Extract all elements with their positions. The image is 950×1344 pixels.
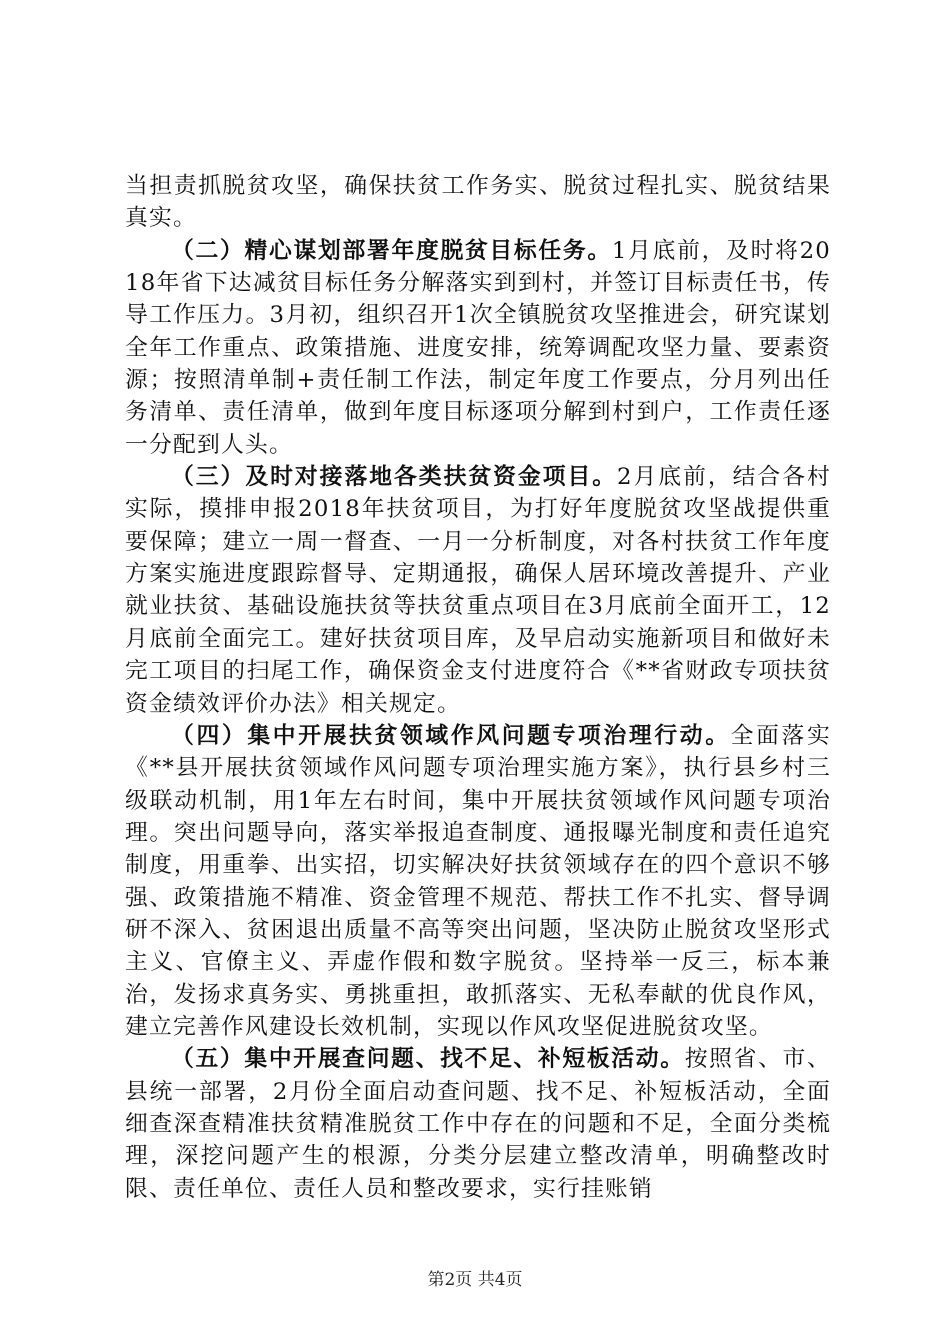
page-footer: [0, 1265, 950, 1290]
paragraph-2: [125, 235, 831, 461]
paragraph-3: [125, 461, 831, 720]
paragraph-5: [125, 1043, 831, 1205]
section-4-heading: （四）集中开展扶贫领域作风问题专项治理行动。: [171, 722, 731, 749]
section-3-heading: （三）及时对接落地各类扶贫资金项目。: [171, 464, 618, 491]
section-2-text: 1月底前，及时将2018年省下达减贫目标任务分解落实到到村，并签订目标责任书，传导工作压力。3月初，组织召开1次全镇脱贫攻坚推进会，研究谋划全年工作重点、政策措施、进度安排，统筹调配攻坚力量、要素资源；按照清单制+责任制工作法，制定年度工作要点，分月列出任务清单、责任清单，做到年度目标逐项分解到村到户，工作责任逐一分配到人头。: [125, 237, 831, 458]
section-5-heading: （五）集中开展查问题、找不足、补短板活动。: [171, 1046, 685, 1073]
section-4-text: 全面落实《**县开展扶贫领域作风问题专项治理实施方案》，执行县乡村三级联动机制，用1年左右时间，集中开展扶贫领域作风问题专项治理。突出问题导向，落实举报追查制度、通报曝光制度和责任追究制度，用重拳、出实招，切实解决好扶贫领域存在的四个意识不够强、政策措施不精准、资金管理不规范、帮扶工作不扎实、督导调研不深入、贫困退出质量不高等突出问题，坚决防止脱贫攻坚形式主义、官僚主义、弄虚作假和数字脱贫。坚持举一反三，标本兼治，发扬求真务实、勇挑重担，敢抓落实、无私奉献的优良作风，建立完善作风建设长效机制，实现以作风攻坚促进脱贫攻坚。: [125, 722, 831, 1040]
document-body: [125, 170, 831, 1205]
page-number-label: 第2页 共4页: [427, 1270, 523, 1290]
paragraph-1: [125, 170, 831, 235]
paragraph-4: [125, 720, 831, 1043]
section-5-text: 按照省、市、县统一部署，2月份全面启动查问题、找不足、补短板活动，全面细查深查精准扶贫精准脱贫工作中存在的问题和不足，全面分类梳理，深挖问题产生的根源，分类分层建立整改清单，明确整改时限、责任单位、责任人员和整改要求，实行挂账销: [125, 1046, 832, 1202]
section-3-text: 2月底前，结合各村实际，摸排申报2018年扶贫项目，为打好年度脱贫攻坚战提供重要保障；建立一周一督查、一月一分析制度，对各村扶贫工作年度方案实施进度跟踪督导、定期通报，确保人居环境改善提升、产业就业扶贫、基础设施扶贫等扶贫重点项目在3月底前全面开工，12月底前全面完工。建好扶贫项目库，及早启动实施新项目和做好未完工项目的扫尾工作，确保资金支付进度符合《**省财政专项扶贫资金绩效评价办法》相关规定。: [125, 464, 831, 717]
paragraph-1-text: 当担责抓脱贫攻坚，确保扶贫工作务实、脱贫过程扎实、脱贫结果真实。: [125, 173, 831, 232]
section-2-heading: （二）精心谋划部署年度脱贫目标任务。: [171, 237, 612, 264]
